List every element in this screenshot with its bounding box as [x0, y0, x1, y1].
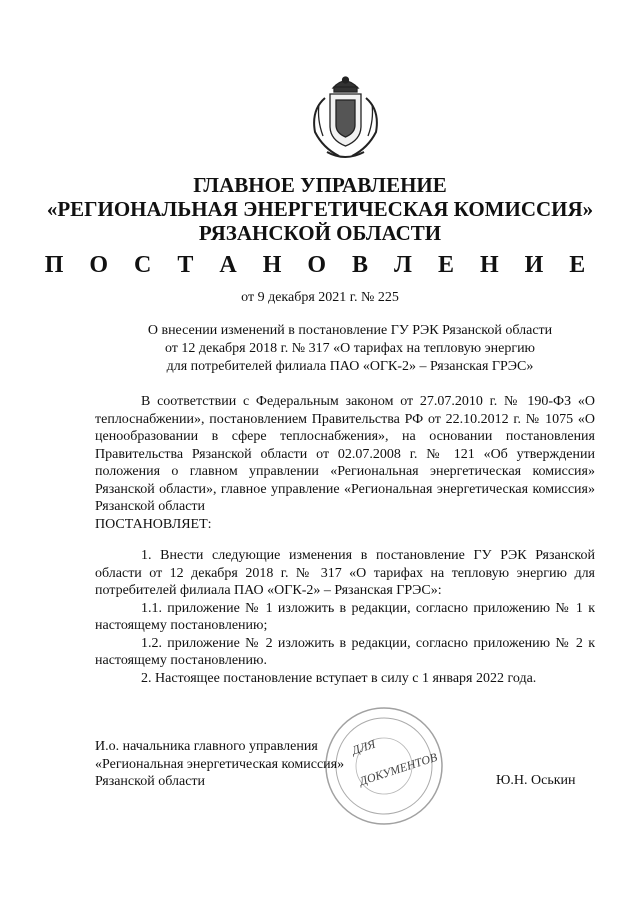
- heading-line-2: «РЕГИОНАЛЬНАЯ ЭНЕРГЕТИЧЕСКАЯ КОМИССИЯ»: [46, 197, 594, 221]
- signer-position-line-3: Рязанской области: [95, 774, 206, 789]
- decree-item-2: 2. Настоящее постановление вступает в силу с 1 января 2022 года.: [141, 670, 537, 686]
- signer-position-line-1: И.о. начальника главного управления: [95, 739, 318, 754]
- decree-items: [95, 547, 595, 687]
- signature-block: [95, 738, 344, 791]
- stamp-text-1: ДЛЯ: [350, 736, 378, 758]
- coat-of-arms-emblem: [303, 70, 388, 165]
- decree-item-1-2: 1.2. приложение № 2 изложить в редакции, согласно приложению № 2 к настоящему постановлению.: [95, 635, 595, 668]
- document-type-title: П О С Т А Н О В Л Е Н И Е: [44, 252, 596, 278]
- subject-line-1: О внесении изменений в постановление ГУ РЭК Рязанской области: [147, 323, 553, 338]
- organization-heading: [0, 173, 640, 245]
- subject-line-2: от 12 декабря 2018 г. № 317 «О тарифах на тепловую энергию: [164, 341, 536, 356]
- decree-word: ПОСТАНОВЛЯЕТ:: [95, 516, 212, 532]
- preamble-paragraph: В соответствии с Федеральным законом от 27.07.2010 г. № 190-ФЗ «О теплоснабжении», постановлением Правительства РФ от 22.10.2012 г. № 1075 «О ценообразовании в сфере теплоснабжения», на основании постановления Правительства Рязанской области от 02.07.2008 г. № 121 «Об утверждении положения о главном управлении «Региональная энергетическая комиссия» Рязанской области», главное управление «Региональная энергетическая комиссия» Рязанской области: [95, 394, 595, 514]
- stamp-text-2: ДОКУМЕНТОВ: [357, 749, 439, 789]
- signer-position-line-2: «Региональная энергетическая комиссия»: [95, 756, 345, 772]
- heading-line-1: ГЛАВНОЕ УПРАВЛЕНИЕ: [193, 173, 447, 197]
- date-number: от 9 декабря 2021 г. № 225: [241, 290, 399, 305]
- decree-item-1: 1. Внести следующие изменения в постановление ГУ РЭК Рязанской области от 12 декабря 2018 г. № 317 «О тарифах на тепловую энергию для потребителей филиала ПАО «ОГК-2» – Рязанская ГРЭС»:: [95, 548, 595, 598]
- decree-item-1-1: 1.1. приложение № 1 изложить в редакции, согласно приложению № 1 к настоящему постановлению;: [95, 600, 595, 633]
- signer-name: Ю.Н. Оськин: [496, 773, 576, 788]
- preamble-block: [95, 393, 595, 533]
- subject-line-3: для потребителей филиала ПАО «ОГК-2» – Рязанская ГРЭС»: [166, 359, 534, 374]
- document-subject: [95, 322, 605, 376]
- heading-line-3: РЯЗАНСКОЙ ОБЛАСТИ: [198, 221, 442, 245]
